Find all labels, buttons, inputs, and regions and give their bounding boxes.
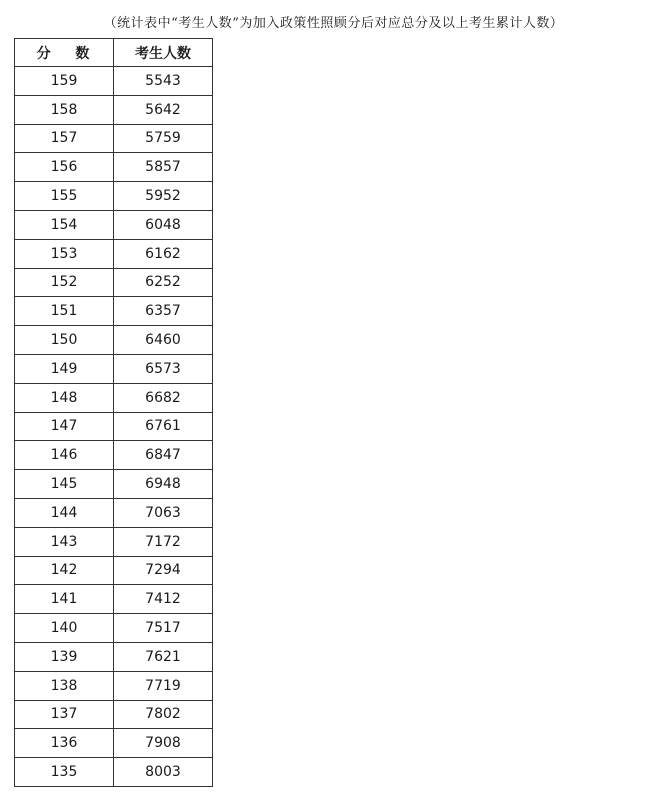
header-score: 分 数 xyxy=(15,39,114,67)
count-cell: 7294 xyxy=(114,556,213,585)
count-cell: 6847 xyxy=(114,441,213,470)
score-cell: 143 xyxy=(15,527,114,556)
count-cell: 6761 xyxy=(114,412,213,441)
table-body xyxy=(15,67,213,787)
count-cell: 5642 xyxy=(114,95,213,124)
score-cell: 140 xyxy=(15,614,114,643)
score-cell: 152 xyxy=(15,268,114,297)
table-row xyxy=(15,182,213,211)
score-cell: 136 xyxy=(15,729,114,758)
table-row xyxy=(15,297,213,326)
count-cell: 7172 xyxy=(114,527,213,556)
score-cell: 155 xyxy=(15,182,114,211)
table-row xyxy=(15,326,213,355)
count-cell: 6682 xyxy=(114,383,213,412)
count-cell: 7621 xyxy=(114,642,213,671)
count-cell: 6573 xyxy=(114,354,213,383)
table-row xyxy=(15,95,213,124)
count-cell: 6460 xyxy=(114,326,213,355)
table-row xyxy=(15,527,213,556)
table-row xyxy=(15,441,213,470)
score-cell: 135 xyxy=(15,758,114,787)
table-row xyxy=(15,210,213,239)
table-row xyxy=(15,498,213,527)
count-cell: 6948 xyxy=(114,470,213,499)
count-cell: 6048 xyxy=(114,210,213,239)
table-row xyxy=(15,67,213,96)
table-row xyxy=(15,671,213,700)
count-cell: 7063 xyxy=(114,498,213,527)
table-row xyxy=(15,239,213,268)
score-cell: 149 xyxy=(15,354,114,383)
table-row xyxy=(15,124,213,153)
score-cell: 145 xyxy=(15,470,114,499)
score-count-table xyxy=(14,38,213,787)
score-cell: 144 xyxy=(15,498,114,527)
table-row xyxy=(15,700,213,729)
count-cell: 5857 xyxy=(114,153,213,182)
score-cell: 139 xyxy=(15,642,114,671)
table-row xyxy=(15,585,213,614)
count-cell: 6357 xyxy=(114,297,213,326)
score-cell: 156 xyxy=(15,153,114,182)
score-cell: 138 xyxy=(15,671,114,700)
score-cell: 153 xyxy=(15,239,114,268)
score-cell: 147 xyxy=(15,412,114,441)
score-cell: 141 xyxy=(15,585,114,614)
table-row xyxy=(15,556,213,585)
score-cell: 158 xyxy=(15,95,114,124)
score-cell: 159 xyxy=(15,67,114,96)
table-row xyxy=(15,642,213,671)
count-cell: 5759 xyxy=(114,124,213,153)
table-row xyxy=(15,412,213,441)
table-row xyxy=(15,268,213,297)
table-row xyxy=(15,153,213,182)
score-cell: 148 xyxy=(15,383,114,412)
table-header-row xyxy=(15,39,213,67)
score-cell: 142 xyxy=(15,556,114,585)
count-cell: 6162 xyxy=(114,239,213,268)
count-cell: 6252 xyxy=(114,268,213,297)
score-cell: 151 xyxy=(15,297,114,326)
count-cell: 7412 xyxy=(114,585,213,614)
score-cell: 150 xyxy=(15,326,114,355)
count-cell: 5543 xyxy=(114,67,213,96)
table-note: （统计表中“考生人数”为加入政策性照顾分后对应总分及以上考生累计人数） xyxy=(103,16,564,31)
header-count: 考生人数 xyxy=(114,39,213,67)
table-row xyxy=(15,758,213,787)
count-cell: 7517 xyxy=(114,614,213,643)
count-cell: 5952 xyxy=(114,182,213,211)
table-row xyxy=(15,614,213,643)
score-cell: 154 xyxy=(15,210,114,239)
table-row xyxy=(15,354,213,383)
score-cell: 146 xyxy=(15,441,114,470)
count-cell: 8003 xyxy=(114,758,213,787)
table-row xyxy=(15,383,213,412)
count-cell: 7802 xyxy=(114,700,213,729)
score-cell: 157 xyxy=(15,124,114,153)
count-cell: 7719 xyxy=(114,671,213,700)
score-cell: 137 xyxy=(15,700,114,729)
table-row xyxy=(15,729,213,758)
table-row xyxy=(15,470,213,499)
count-cell: 7908 xyxy=(114,729,213,758)
